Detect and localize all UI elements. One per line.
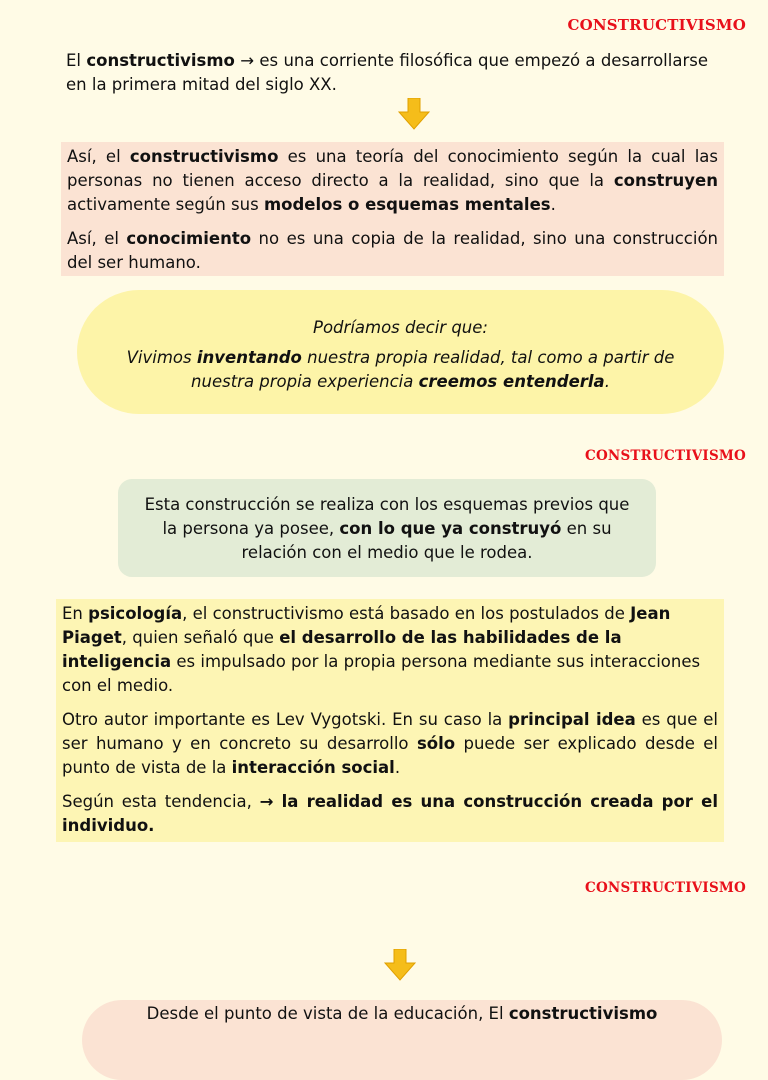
psychology-paragraph-1: En psicología, el constructivismo está basado en los postulados de Jean Piaget, quien señaló que el desarrollo de las habilidades de la inteligencia es impulsado por la propia persona mediante sus interacciones con el medio.	[62, 604, 701, 695]
callout-intro: Podríamos decir que:	[313, 318, 488, 337]
psychology-box	[56, 599, 724, 842]
psychology-paragraph-2: Otro autor importante es Lev Vygotski. En su caso la principal idea es que el ser humano y en concreto su desarrollo sólo puede ser explicado desde el punto de vista de la interacción social.	[62, 710, 718, 777]
construction-box: Esta construcción se realiza con los esquemas previos que la persona ya posee, con lo que ya construyó en su relación con el medio que le rodea.	[118, 479, 656, 577]
definition-paragraph-1: Así, el constructivismo es una teoría del conocimiento según la cual las personas no tienen acceso directo a la realidad, sino que la construyen activamente según sus modelos o esquemas mentales.	[67, 147, 718, 214]
education-callout: Desde el punto de vista de la educación, El constructivismo	[82, 1000, 722, 1080]
definition-box	[61, 142, 724, 276]
down-arrow-icon	[398, 98, 430, 130]
definition-paragraph-2: Así, el conocimiento no es una copia de la realidad, sino una construcción del ser humano.	[67, 229, 718, 272]
section-header-2: CONSTRUCTIVISMO	[585, 448, 746, 464]
down-arrow-icon	[384, 949, 416, 981]
section-header-1: CONSTRUCTIVISMO	[567, 16, 746, 34]
section-header-3: CONSTRUCTIVISMO	[585, 880, 746, 896]
psychology-paragraph-3: Según esta tendencia, → la realidad es una construcción creada por el individuo.	[62, 792, 718, 835]
quote-callout	[77, 290, 724, 414]
callout-quote: Vivimos inventando nuestra propia realidad, tal como a partir de nuestra propia experiencia creemos entenderla.	[126, 348, 675, 391]
intro-paragraph: El constructivismo → es una corriente filosófica que empezó a desarrollarse en la primera mitad del siglo XX.	[66, 51, 708, 94]
